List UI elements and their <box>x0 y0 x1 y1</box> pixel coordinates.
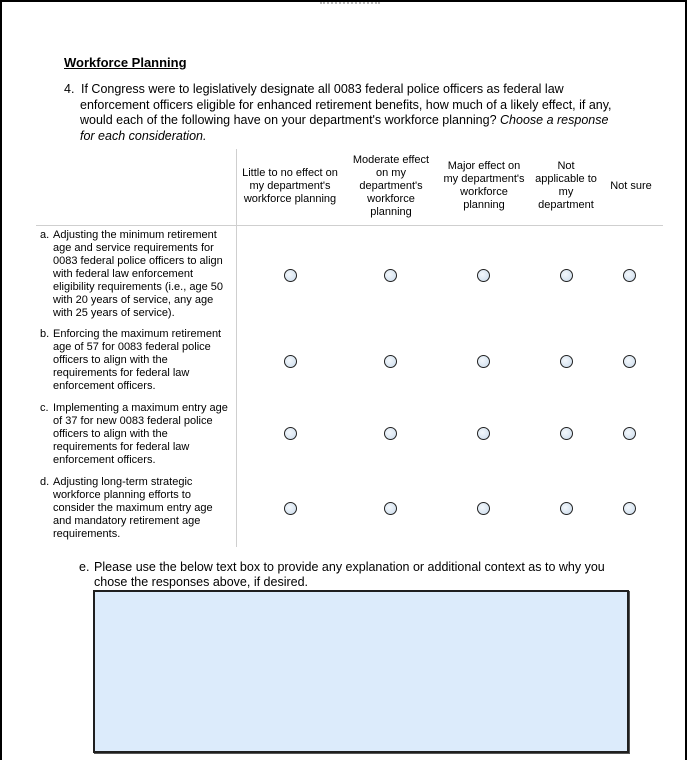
item-d <box>40 476 230 541</box>
question-number: 4. <box>64 82 75 96</box>
item-text: Enforcing the maximum retirement age of 57 for 0083 federal police officers to align with the requirements for federal law enforcement officers. <box>53 328 222 392</box>
question-instruction: Choose a response for each consideration. <box>80 113 609 143</box>
column-header-major-effect: Major effect on my department's workforce planning <box>443 160 525 211</box>
item-b <box>40 328 230 393</box>
item-a <box>40 229 230 320</box>
page-header-mark <box>320 2 380 8</box>
table-column-divider <box>236 149 237 547</box>
radio-c-not-sure[interactable] <box>623 427 636 440</box>
item-text: Adjusting long-term strategic workforce planning efforts to consider the maximum entry age and mandatory retirement age requirements. <box>53 476 213 540</box>
radio-a-not-sure[interactable] <box>623 269 636 282</box>
item-letter: c. <box>40 402 49 414</box>
item-letter: d. <box>40 476 50 488</box>
radio-d-not-sure[interactable] <box>623 502 636 515</box>
followup-text: Please use the below text box to provide any explanation or additional context as to why you chose the responses above, if desired. <box>94 560 605 589</box>
column-header-not-applicable: Not applicable to my department <box>535 160 597 211</box>
table-header-divider <box>36 225 663 226</box>
radio-d-major-effect[interactable] <box>477 502 490 515</box>
radio-a-moderate-effect[interactable] <box>384 269 397 282</box>
item-letter: b. <box>40 328 50 340</box>
radio-d-not-applicable[interactable] <box>560 502 573 515</box>
radio-d-little-effect[interactable] <box>284 502 297 515</box>
radio-b-not-applicable[interactable] <box>560 355 573 368</box>
radio-b-not-sure[interactable] <box>623 355 636 368</box>
explanation-textbox[interactable] <box>93 590 629 753</box>
followup-prompt <box>79 560 619 590</box>
item-letter: a. <box>40 229 50 241</box>
radio-c-major-effect[interactable] <box>477 427 490 440</box>
radio-d-moderate-effect[interactable] <box>384 502 397 515</box>
question-text: If Congress were to legislatively designate all 0083 federal police officers as federal law enforcement officers eligible for enhanced retirement benefits, how much of a likely effect, if any, would each of the following have on your department's workforce planning? <box>80 82 612 127</box>
item-text: Adjusting the minimum retirement age and service requirements for 0083 federal police officers to align with federal law enforcement eligibility requirements (i.e., age 50 with 20 years of service, any age with 25 years of service). <box>53 229 223 319</box>
radio-c-moderate-effect[interactable] <box>384 427 397 440</box>
radio-b-major-effect[interactable] <box>477 355 490 368</box>
followup-letter: e. <box>79 560 90 574</box>
radio-c-not-applicable[interactable] <box>560 427 573 440</box>
radio-b-little-effect[interactable] <box>284 355 297 368</box>
item-text: Implementing a maximum entry age of 37 for new 0083 federal police officers to align with the requirements for federal law enforcement officers. <box>53 402 228 466</box>
radio-a-major-effect[interactable] <box>477 269 490 282</box>
radio-a-little-effect[interactable] <box>284 269 297 282</box>
section-title: Workforce Planning <box>64 55 187 70</box>
item-c <box>40 402 230 467</box>
question-4 <box>64 82 624 144</box>
radio-c-little-effect[interactable] <box>284 427 297 440</box>
column-header-little-effect: Little to no effect on my department's workforce planning <box>242 166 338 205</box>
column-header-moderate-effect: Moderate effect on my department's workforce planning <box>352 153 430 218</box>
radio-b-moderate-effect[interactable] <box>384 355 397 368</box>
radio-a-not-applicable[interactable] <box>560 269 573 282</box>
column-header-not-sure: Not sure <box>610 179 652 192</box>
